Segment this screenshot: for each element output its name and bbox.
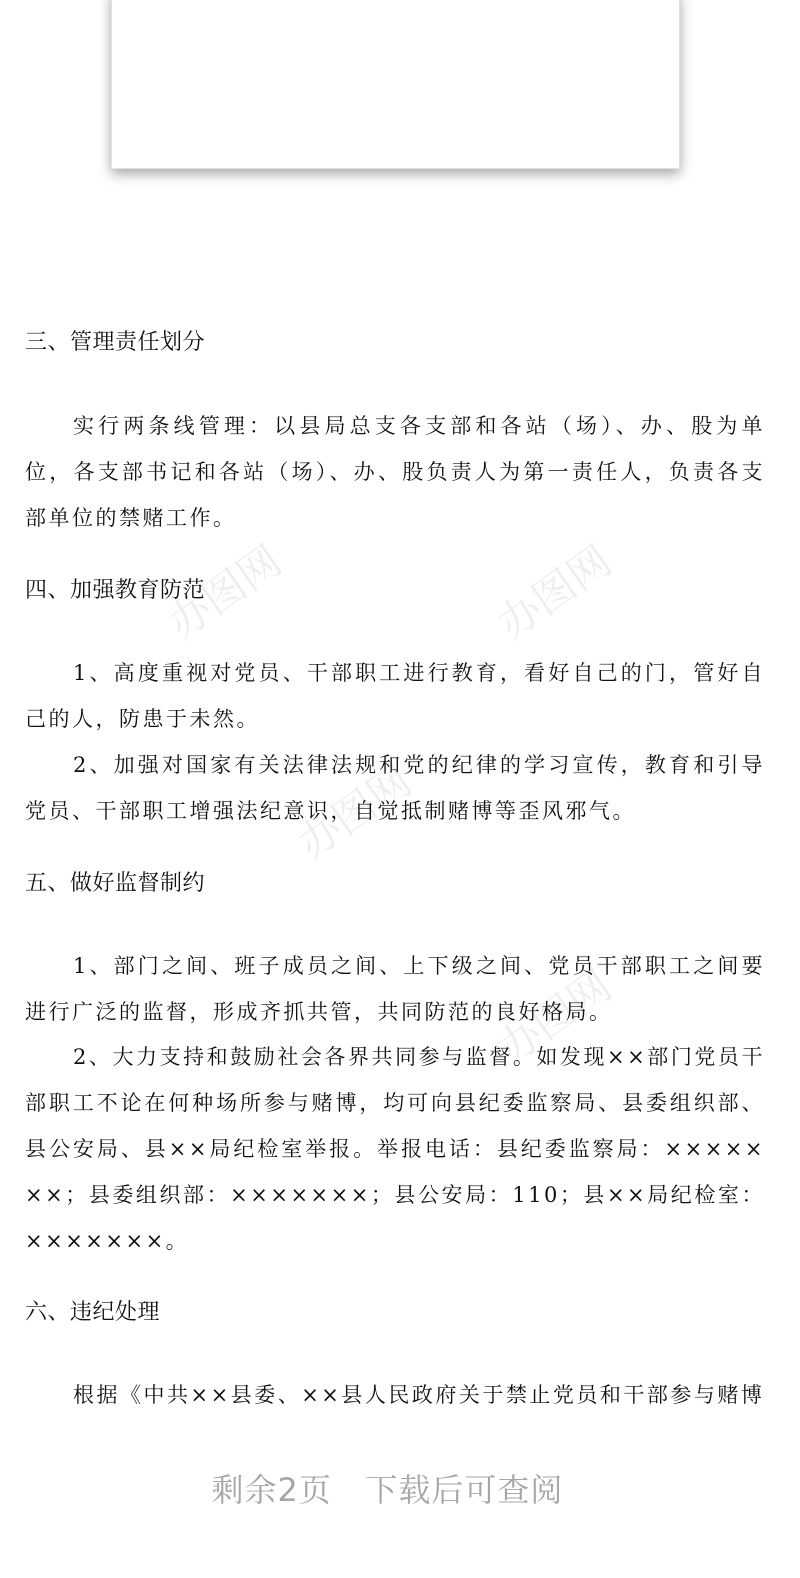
section-heading: 三、管理责任划分 bbox=[25, 330, 206, 355]
section-heading: 五、做好监督制约 bbox=[25, 871, 206, 896]
section-heading: 六、违纪处理 bbox=[25, 1300, 161, 1325]
remaining-pages-download-prompt[interactable]: 剩余2页 下载后可查阅 bbox=[211, 1471, 564, 1509]
watermark-text: 办图网 bbox=[158, 535, 291, 649]
paragraph: 1、部门之间、班子成员之间、上下级之间、党员干部职工之间要进行广泛的监督，形成齐抓共管，共同防范的良好格局。 bbox=[25, 954, 765, 1024]
paragraph: 实行两条线管理：以县局总支各支部和各站（场）、办、股为单位，各支部书记和各站（场）、办、股负责人为第一责任人，负责各支部单位的禁赌工作。 bbox=[25, 414, 765, 530]
previous-page-sheet bbox=[111, 0, 680, 169]
watermark-text: 办图网 bbox=[288, 755, 421, 869]
paragraph: 1、高度重视对党员、干部职工进行教育，看好自己的门，管好自己的人，防患于未然。 bbox=[25, 661, 765, 731]
section-heading: 四、加强教育防范 bbox=[25, 578, 206, 603]
watermark-text: 办图网 bbox=[488, 960, 621, 1074]
paragraph: 2、加强对国家有关法律法规和党的纪律的学习宣传，教育和引导党员、干部职工增强法纪意识，自觉抵制赌博等歪风邪气。 bbox=[25, 753, 765, 823]
paragraph: 2、大力支持和鼓励社会各界共同参与监督。如发现××部门党员干部职工不论在何种场所参与赌博，均可向县纪委监察局、县委组织部、县公安局、县××局纪检室举报。举报电话：县纪委监察局：×××××××；县委组织部：×××××××；县公安局：110；县××局纪检室：×××××××。 bbox=[25, 1045, 765, 1253]
watermark-text: 办图网 bbox=[488, 535, 621, 649]
paragraph: 根据《中共××县委、××县人民政府关于禁止党员和干部参与赌博 bbox=[73, 1383, 765, 1407]
